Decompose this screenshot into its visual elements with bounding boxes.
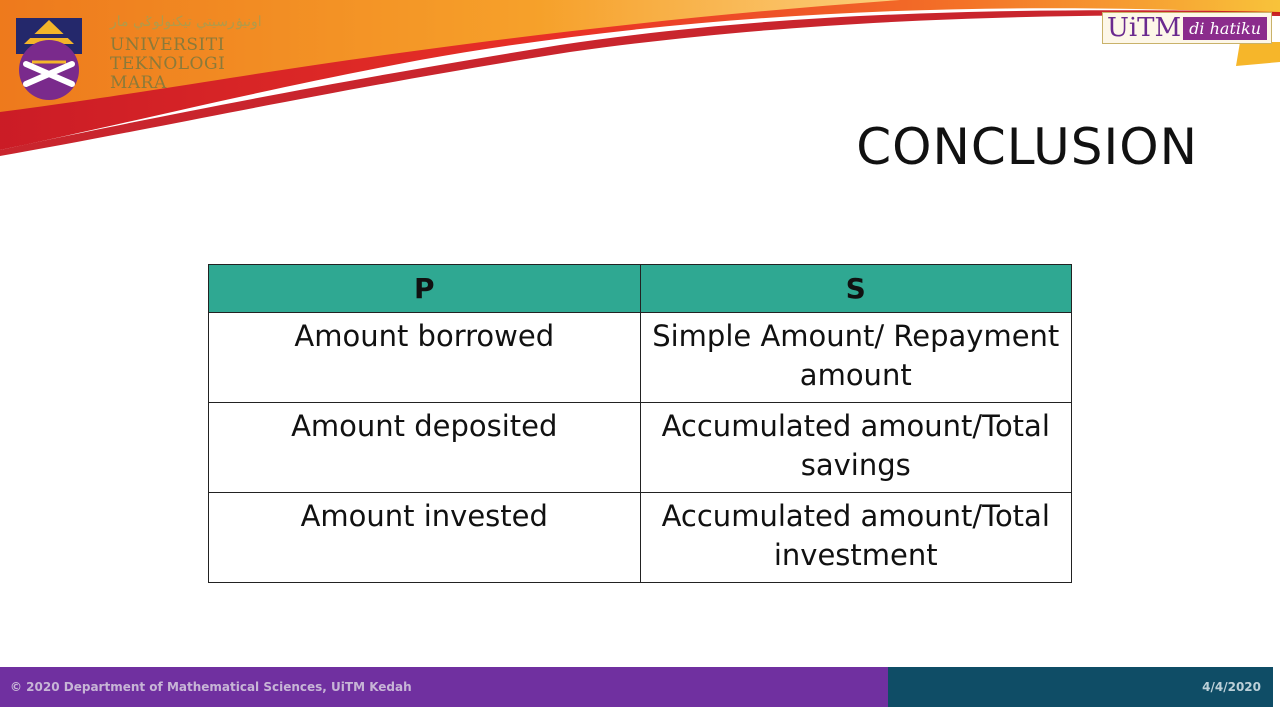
- uitm-di-hatiku-badge: [1102, 12, 1272, 44]
- table-header-p: P: [209, 265, 641, 313]
- table-header-row: [209, 265, 1072, 313]
- table-row: [209, 403, 1072, 493]
- badge-main-text: UiTM: [1106, 13, 1182, 43]
- logo-line-2: TEKNOLOGI: [110, 54, 226, 74]
- table-cell: Accumulated amount/Total savings: [640, 403, 1072, 493]
- footer-left-bar: [0, 667, 888, 707]
- uitm-crest-icon: [14, 14, 84, 100]
- slide-title: CONCLUSION: [856, 118, 1198, 176]
- logo-line-3: MARA: [110, 73, 167, 93]
- footer-copyright: © 2020 Department of Mathematical Sciences, UiTM Kedah: [10, 680, 412, 694]
- badge-sub-text: di hatiku: [1183, 17, 1267, 40]
- table-row: [209, 313, 1072, 403]
- table-row: [209, 493, 1072, 583]
- table-cell: Amount borrowed: [209, 313, 641, 403]
- table-header-s: S: [640, 265, 1072, 313]
- table-cell: Simple Amount/ Repayment amount: [640, 313, 1072, 403]
- logo-script-text: اونيۏرسيتي تيکنولوݢي مار: [110, 14, 262, 30]
- table-cell: Amount deposited: [209, 403, 641, 493]
- footer-right-bar: [888, 667, 1273, 707]
- logo-line-1: UNIVERSITI: [110, 35, 225, 55]
- footer-date: 4/4/2020: [1202, 680, 1261, 694]
- table-cell: Amount invested: [209, 493, 641, 583]
- conclusion-table: [208, 264, 1072, 583]
- uitm-logo: [14, 14, 262, 104]
- logo-wordmark: [110, 36, 225, 93]
- table-cell: Accumulated amount/Total investment: [640, 493, 1072, 583]
